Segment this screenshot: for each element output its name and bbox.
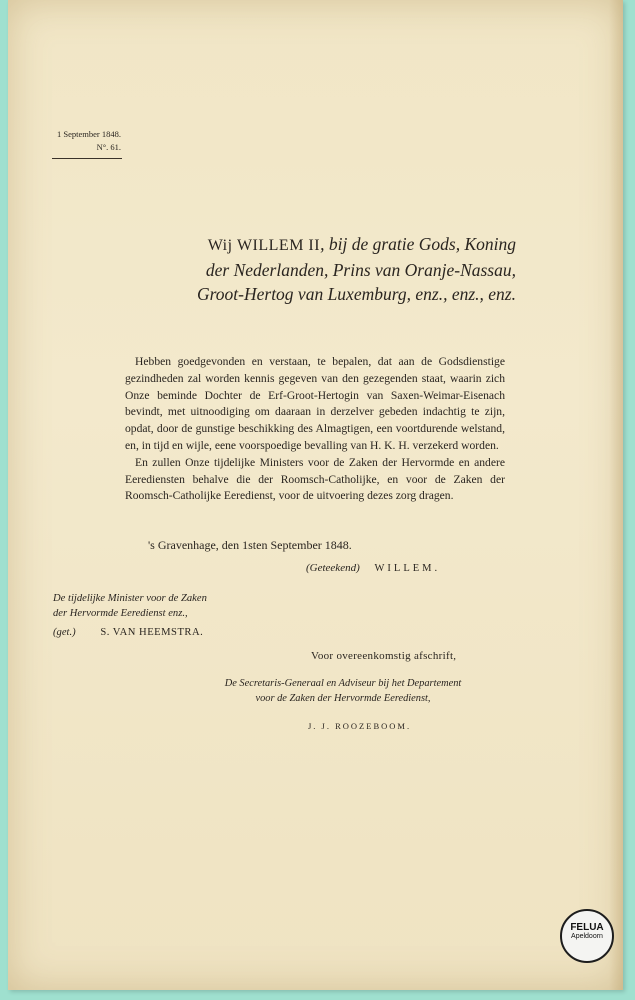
secretary-title-line1: De Secretaris-Generaal en Adviseur bij het Departement <box>224 678 462 689</box>
decree-paragraph-2: En zullen Onze tijdelijke Ministers voor de Zaken der Hervormde en andere Eerediensten behalve die der Roomsch-Catholijke, en voor de Zaken der Roomsch-Catholijke Eeredienst, voor de uitvoering dezes zorg dragen. <box>125 455 505 503</box>
proclamation-heading <box>186 232 516 306</box>
heading-line2: der Nederlanden, Prins van Oranje-Nassau, <box>205 260 516 280</box>
margin-rule <box>52 158 122 159</box>
secretary-title <box>188 676 498 706</box>
heading-king-name: WILLEM II <box>236 237 321 254</box>
decree-body <box>125 354 505 505</box>
document-page <box>8 0 623 990</box>
heading-line3: Groot-Hertog van Luxemburg, enz., enz., enz. <box>196 284 516 304</box>
minister-name: S. VAN HEEMSTRA. <box>100 627 204 638</box>
minister-signed-label: (get.) <box>53 627 76 638</box>
secretary-name: J. J. ROOZEBOOM. <box>308 721 412 731</box>
margin-date: 1 September 1848. <box>57 129 121 139</box>
decree-paragraph-1: Hebben goedgevonden en verstaan, te bepalen, dat aan de Godsdienstige gezindheden zal worden kennis gegeven van den gezegenden staat, waarin zich Onze beminde Dochter de Erf-Groot-Hertogin van Saxen-Weimar-Eisenach bevindt, met uitnoodiging om daaraan in derzelver gebeden indachtig te zijn, opdat, door de gunstige beschikking des Almagtigen, een voortdurende welstand, en, in tijd en wijle, eene voorspoedige bevalling van H. K. H. verzekerd worden. <box>125 355 505 452</box>
secretary-title-line2: voor de Zaken der Hervormde Eeredienst, <box>255 693 431 704</box>
stamp-line2: Apeldoorn <box>571 933 603 940</box>
margin-note <box>41 128 121 154</box>
royal-signature <box>306 562 440 574</box>
margin-number: N°. 61. <box>96 142 121 152</box>
minister-signature <box>53 627 203 638</box>
archive-stamp <box>560 909 614 963</box>
copy-attestation: Voor overeenkomstig afschrift, <box>311 650 457 662</box>
signed-name: WILLEM. <box>374 563 441 574</box>
heading-line1-rest: , bij de gratie Gods, Koning <box>320 234 516 254</box>
place-date-line: 's Gravenhage, den 1sten September 1848. <box>148 538 352 552</box>
minister-title <box>53 591 243 621</box>
minister-title-line1: De tijdelijke Minister voor de Zaken <box>53 593 207 604</box>
signed-label: (Geteekend) <box>306 562 360 574</box>
minister-title-line2: der Hervormde Eeredienst enz., <box>53 608 188 619</box>
stamp-line1: FELUA <box>570 922 604 933</box>
heading-lead: Wij <box>207 237 233 254</box>
